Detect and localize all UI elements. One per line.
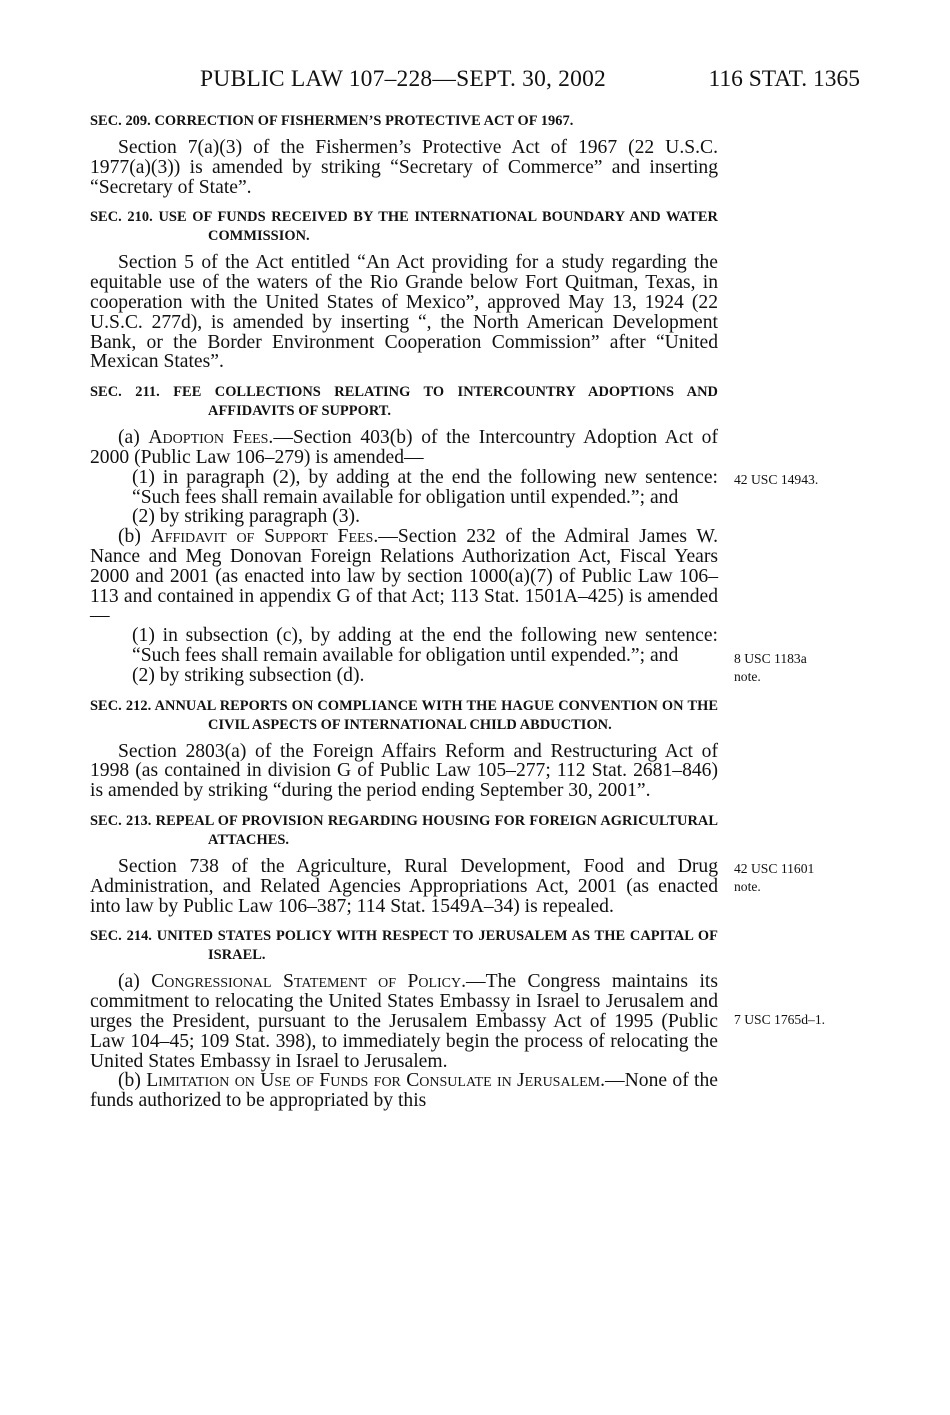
section-title: UNITED STATES POLICY WITH RESPECT TO JERUSALEM AS THE CAPITAL OF ISRAEL. bbox=[156, 928, 718, 964]
running-header bbox=[190, 66, 860, 100]
section-211-heading bbox=[90, 383, 718, 421]
section-title: REPEAL OF PROVISION REGARDING HOUSING FOR FOREIGN AGRICULTURAL ATTACHES. bbox=[155, 812, 718, 848]
section-number: SEC. 212. bbox=[90, 697, 152, 714]
stat-page-number: 116 STAT. 1365 bbox=[708, 66, 860, 92]
section-212-heading bbox=[90, 697, 718, 735]
section-209-heading: SEC. 209. CORRECTION OF FISHERMEN’S PROTECTIVE ACT OF 1967. bbox=[90, 113, 574, 129]
margin-note-42-usc-11601 bbox=[734, 860, 814, 896]
section-number: SEC. 211. bbox=[90, 384, 160, 401]
subsection-label: (b) bbox=[118, 526, 141, 548]
section-number: SEC. 210. bbox=[90, 209, 153, 226]
section-214-heading bbox=[90, 927, 718, 965]
document-body bbox=[90, 112, 718, 1111]
public-law-title: PUBLIC LAW 107–228—SEPT. 30, 2002 bbox=[200, 66, 606, 92]
subsection-text: —None of the funds authorized to be appropriated by this bbox=[90, 1070, 718, 1112]
section-211-b-paragraph-2: (2) by striking subsection (d). bbox=[132, 664, 365, 686]
section-213-heading bbox=[90, 812, 718, 850]
margin-note-line: note. bbox=[734, 879, 761, 894]
subsection-caption: Congressional Statement of Policy. bbox=[151, 971, 467, 993]
section-211-a-paragraph-2: (2) by striking paragraph (3). bbox=[132, 506, 360, 528]
subsection-label: (a) bbox=[118, 427, 140, 449]
section-211-subsection-a bbox=[90, 428, 718, 468]
section-number: SEC. 213. bbox=[90, 812, 152, 829]
section-214-subsection-a bbox=[90, 972, 718, 1071]
section-211-b-paragraph-1: (1) in subsection (c), by adding at the end the following new sentence: “Such fees shall remain available for obligation until expended.”; and bbox=[132, 625, 718, 666]
subsection-text: —Section 232 of the Admiral James W. Nance and Meg Donovan Foreign Relations Authorization Act, Fiscal Years 2000 and 2001 (as enacted into law by section 1000(a)(7) of Public Law 106–113 and contained in appendix G of that Act; 113 Stat. 1501A–425) is amended— bbox=[90, 526, 718, 627]
subsection-label: (a) bbox=[118, 971, 140, 993]
section-number: SEC. 214. bbox=[90, 928, 152, 945]
margin-note-8-usc-1183a bbox=[734, 650, 807, 686]
margin-note-42-usc-14943: 42 USC 14943. bbox=[734, 472, 819, 487]
subsection-text: —Section 403(b) of the Intercountry Adoption Act of 2000 (Public Law 106–279) is amended— bbox=[90, 427, 718, 468]
section-210-text: Section 5 of the Act entitled “An Act providing for a study regarding the equitable use of the waters of the Rio Grande below Fort Quitman, Texas, in cooperation with the United States of Mexico”, approved May 13, 1924 (22 U.S.C. 277d), is amended by inserting “, the North American Development Bank, or the Border Environment Cooperation Commission” after “United Mexican States”. bbox=[90, 252, 718, 373]
section-212-text: Section 2803(a) of the Foreign Affairs Reform and Restructuring Act of 1998 (as contained in division G of Public Law 105–277; 112 Stat. 2681–846) is amended by striking “during the period ending September 30, 2001”. bbox=[90, 740, 718, 802]
subsection-caption: Limitation on Use of Funds for Consulate in Jerusalem. bbox=[146, 1070, 606, 1092]
section-211-subsection-b bbox=[90, 527, 718, 626]
margin-note-line: note. bbox=[734, 669, 761, 684]
margin-note-7-usc-1765d-1: 7 USC 1765d–1. bbox=[734, 1012, 826, 1027]
subsection-label: (b) bbox=[118, 1070, 141, 1092]
section-209-text: Section 7(a)(3) of the Fishermen’s Protective Act of 1967 (22 U.S.C. 1977(a)(3)) is amended by striking “Secretary of Commerce” and inserting “Secretary of State”. bbox=[90, 137, 718, 198]
section-title: ANNUAL REPORTS ON COMPLIANCE WITH THE HAGUE CONVENTION ON THE CIVIL ASPECTS OF INTERNATIONAL CHILD ABDUCTION. bbox=[154, 697, 718, 733]
subsection-text: —The Congress maintains its commitment to relocating the United States Embassy in Israel to Jerusalem and urges the President, pursuant to the Jerusalem Embassy Act of 1995 (Public Law 104–45; 109 Stat. 398), to immediately begin the process of relocating the United States Embassy in Israel to Jerusalem. bbox=[90, 971, 718, 1072]
section-214-subsection-b bbox=[90, 1071, 718, 1111]
margin-note-line: 42 USC 11601 bbox=[734, 861, 815, 876]
section-213-text: Section 738 of the Agriculture, Rural Development, Food and Drug Administration, and Related Agencies Appropriations Act, 2001 (as enacted into law by Public Law 106–387; 114 Stat. 1549A–34) is repealed. bbox=[90, 855, 718, 917]
section-title: FEE COLLECTIONS RELATING TO INTERCOUNTRY ADOPTIONS AND AFFIDAVITS OF SUPPORT. bbox=[173, 384, 718, 420]
section-title: USE OF FUNDS RECEIVED BY THE INTERNATIONAL BOUNDARY AND WATER COMMISSION. bbox=[158, 209, 718, 245]
subsection-caption: Affidavit of Support Fees. bbox=[150, 526, 379, 548]
section-210-heading bbox=[90, 208, 718, 246]
subsection-caption: Adoption Fees. bbox=[148, 427, 274, 449]
section-211-a-paragraph-1: (1) in paragraph (2), by adding at the end the following new sentence: “Such fees shall remain available for obligation until expended.”; and bbox=[132, 466, 718, 508]
margin-note-line: 8 USC 1183a bbox=[734, 651, 807, 666]
